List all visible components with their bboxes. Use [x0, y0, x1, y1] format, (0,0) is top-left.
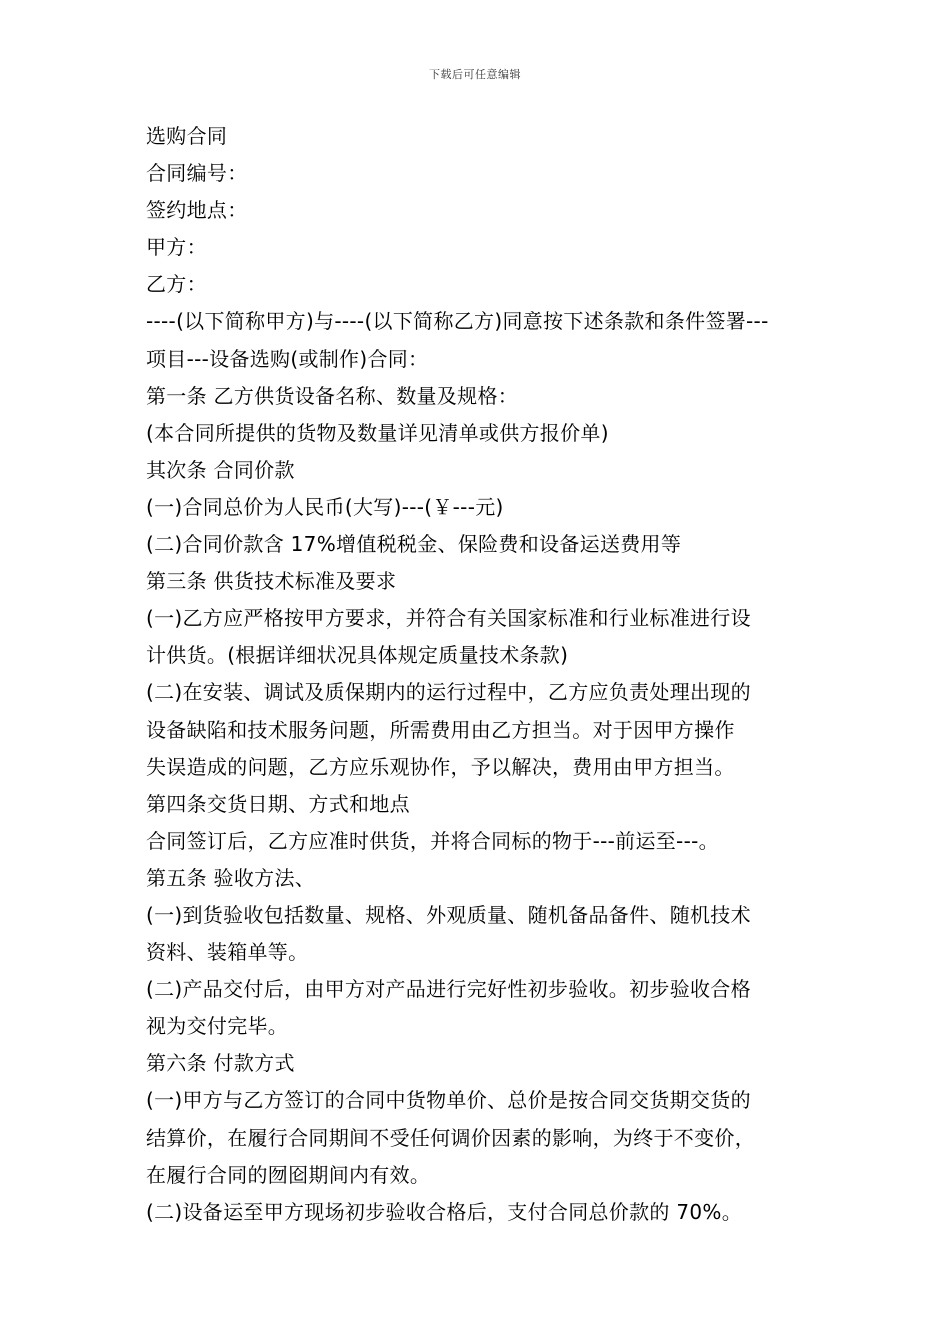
article-6-heading: 第六条 付款方式 — [146, 1051, 295, 1076]
preamble-line-1: ----(以下简称甲方)与----(以下简称乙方)同意按下述条款和条件签署--- — [146, 309, 769, 334]
article-3-item-1-line-2: 计供货。(根据详细状况具体规定质量技术条款) — [146, 643, 569, 668]
article-5-item-2-line-1: (二)产品交付后，由甲方对产品进行完好性初步验收。初步验收合格 — [146, 977, 751, 1002]
article-6-item-1-line-3: 在履行合同的囫囵期间内有效。 — [146, 1162, 431, 1187]
article-6-item-1-line-2: 结算价，在履行合同期间不受任何调价因素的影响，为终于不变价， — [146, 1125, 755, 1150]
article-6-item-2: (二)设备运至甲方现场初步验收合格后，支付合同总价款的 70%。 — [146, 1199, 743, 1224]
article-4-heading: 第四条交货日期、方式和地点 — [146, 791, 410, 816]
article-3-item-2-line-2: 设备缺陷和技术服务问题，所需费用由乙方担当。对于因甲方操作 — [146, 717, 735, 742]
article-5-item-1-line-1: (一)到货验收包括数量、规格、外观质量、随机备品备件、随机技术 — [146, 902, 751, 927]
article-3-item-2-line-1: (二)在安装、调试及质保期内的运行过程中，乙方应负责处理出现的 — [146, 680, 751, 705]
signing-place-label: 签约地点： — [146, 198, 248, 223]
article-5-heading: 第五条 验收方法、 — [146, 865, 316, 890]
article-2-heading: 其次条 合同价款 — [146, 457, 295, 482]
party-b-label: 乙方： — [146, 272, 207, 297]
article-5-item-1-line-2: 资料、装箱单等。 — [146, 940, 309, 965]
article-4-text: 合同签订后，乙方应准时供货，并将合同标的物于---前运至---。 — [146, 828, 719, 853]
article-3-heading: 第三条 供货技术标准及要求 — [146, 569, 397, 594]
document-body — [146, 118, 814, 1231]
article-1-heading: 第一条 乙方供货设备名称、数量及规格： — [146, 383, 519, 408]
article-5-item-2-line-2: 视为交付完毕。 — [146, 1014, 289, 1039]
article-6-item-1-line-1: (一)甲方与乙方签订的合同中货物单价、总价是按合同交货期交货的 — [146, 1088, 751, 1113]
article-2-item-1: (一)合同总价为人民币(大写)---(￥---元) — [146, 494, 504, 519]
article-1-text: (本合同所提供的货物及数量详见清单或供方报价单) — [146, 420, 609, 445]
preamble-line-2: 项目---设备选购(或制作)合同： — [146, 346, 429, 371]
party-a-label: 甲方： — [146, 235, 207, 260]
article-3-item-2-line-3: 失误造成的问题，乙方应乐观协作，予以解决，费用由甲方担当。 — [146, 754, 735, 779]
page-header: 下载后可任意编辑 — [429, 68, 521, 81]
document-title: 选购合同 — [146, 124, 228, 148]
article-2-item-2: (二)合同价款含 17%增值税税金、保险费和设备运送费用等 — [146, 532, 682, 557]
contract-number-label: 合同编号： — [146, 161, 248, 186]
article-3-item-1-line-1: (一)乙方应严格按甲方要求，并符合有关国家标准和行业标准进行设 — [146, 606, 751, 631]
